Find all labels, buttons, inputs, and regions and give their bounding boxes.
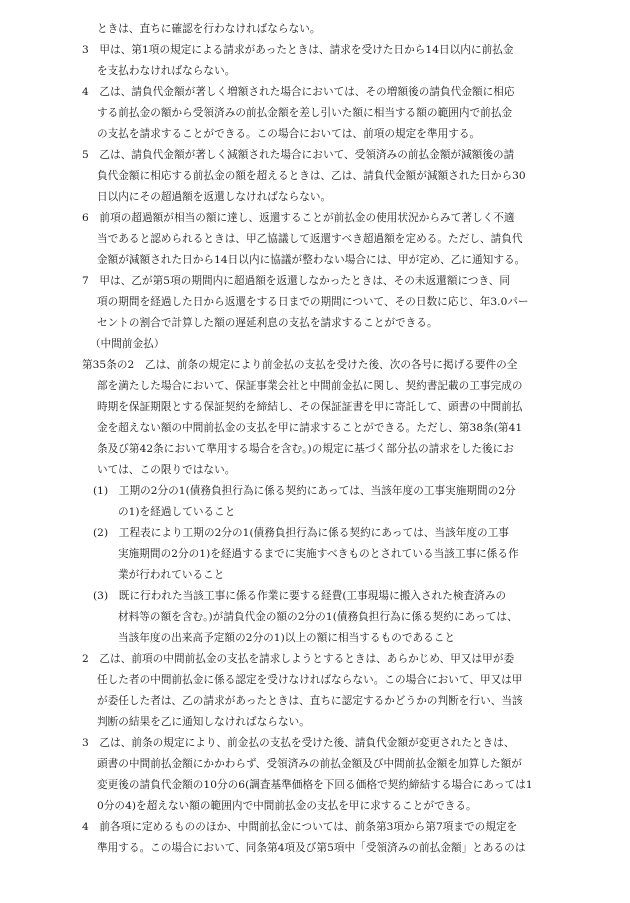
text-line: 項の期間を経過した日から返還をする日までの期間について、その日数に応じ、年3.0パー (97, 296, 529, 308)
text-line: 当該年度の出来高予定額の2分の1)以上の額に相当するものであること (118, 632, 456, 644)
text-line: 当であると認められるときは、甲乙協議して返還すべき超過額を定める。ただし、請負代 (97, 233, 523, 245)
item-2: (2) 工程表により工期の2分の1(債務負担行為に係る契約にあっては、当該年度の工事 (93, 527, 509, 539)
section-heading: （中間前金払） (90, 338, 165, 350)
text-line: 条及び第42条において準用する場合を含む。)の規定に基づく部分払の請求をした後にお (97, 443, 514, 455)
text-line: セントの割合で計算した額の遅延利息の支払を請求することができる。 (97, 317, 438, 329)
text-line: 業が行われていること (118, 569, 225, 581)
text-line: 任した者の中間前払金に係る認定を受けなければならない。この場合において、甲又は甲 (97, 674, 523, 686)
text-line: いては、この限りではない。 (97, 464, 236, 476)
text-line: する前払金の額から受領済みの前払金額を差し引いた額に相当する額の範囲内で前払金 (97, 107, 513, 119)
clause-3: 3 乙は、前条の規定により、前金払の支払を受けた後、請負代金額が変更されたときは、 (82, 737, 515, 749)
text-line: 負代金額に相応する前払金の額を超えるときは、乙は、請負代金額が減額された日から30 (97, 170, 526, 182)
text-line: 金額が減額された日から14日以内に協議が整わない場合には、甲が定め、乙に通知する。 (97, 254, 526, 266)
text-line: を支払わなければならない。 (97, 65, 236, 77)
clause-2: 2 乙は、前項の中間前払金の支払を請求しようとするときは、あらかじめ、甲又は甲が委 (82, 653, 515, 665)
clause-4: 4 乙は、請負代金額が著しく増額された場合においては、その増額後の請負代金額に相応 (82, 86, 515, 98)
text-line: 変更後の請負代金額の10分の6(調査基準価格を下回る価格で契約締結する場合にあっては1 (97, 779, 533, 791)
text-line: 準用する。この場合において、同条第4項及び第5項中「受領済みの前払金額」とあるのは (97, 842, 526, 854)
text-line: 部を満たした場合において、保証事業会社と中間前金払に関し、契約書記載の工事完成の (97, 380, 523, 392)
clause-3: 3 甲は、第1項の規定による請求があったときは、請求を受けた日から14日以内に前払金 (82, 44, 514, 56)
text-line: ときは、直ちに確認を行わなければならない。 (97, 23, 321, 35)
clause-4: 4 前各項に定めるもののほか、中間前払金については、前条第3項から第7項までの規定を (82, 821, 518, 833)
text-line: 実施期間の2分の1)を経過するまでに実施すべきものとされている当該工事に係る作 (118, 548, 519, 560)
text-line: の支払を請求することができる。この場合においては、前項の規定を準用する。 (97, 128, 481, 140)
text-line: 金を超えない額の中間前払金の支払を甲に請求することができる。ただし、第38条(第41 (97, 422, 523, 434)
text-line: が委任した者は、乙の請求があったときは、直ちに認定するかどうかの判断を行い、当該 (97, 695, 523, 707)
text-line: の1)を経過していること (118, 506, 236, 518)
text-line: 判断の結果を乙に通知しなければならない。 (97, 716, 310, 728)
text-line: 頭書の中間前払金額にかかわらず、受領済みの前払金額及び中間前払金額を加算した額が (97, 758, 522, 770)
text-line: 材料等の額を含む。)が請負代金の額の2分の1(債務負担行為に係る契約にあっては、 (118, 611, 518, 623)
item-1: (1) 工期の2分の1(債務負担行為に係る契約にあっては、当該年度の工事実施期間の2分 (93, 485, 516, 497)
article-35-2: 第35条の2 乙は、前条の規定により前金払の支払を受けた後、次の各号に掲げる要件の全 (82, 359, 518, 371)
clause-5: 5 乙は、請負代金額が著しく減額された場合において、受領済みの前払金額が減額後の請 (82, 149, 515, 161)
clause-7: 7 甲は、乙が第5項の期間内に超過額を返還しなかったときは、その未返還額につき、同 (82, 275, 511, 287)
item-3: (3) 既に行われた当該工事に係る作業に要する経費(工事現場に搬入された検査済みの (93, 590, 507, 602)
text-line: 時期を保証期限とする保証契約を締結し、その保証証書を甲に寄託して、頭書の中間前払 (97, 401, 523, 413)
text-line: 0分の4)を超えない額の範囲内で中間前払金の支払を甲に求することができる。 (97, 800, 477, 812)
clause-6: 6 前項の超過額が相当の額に達し、返還することが前払金の使用状況からみて著しく不適 (82, 212, 515, 224)
text-line: 日以内にその超過額を返還しなければならない。 (97, 191, 332, 203)
